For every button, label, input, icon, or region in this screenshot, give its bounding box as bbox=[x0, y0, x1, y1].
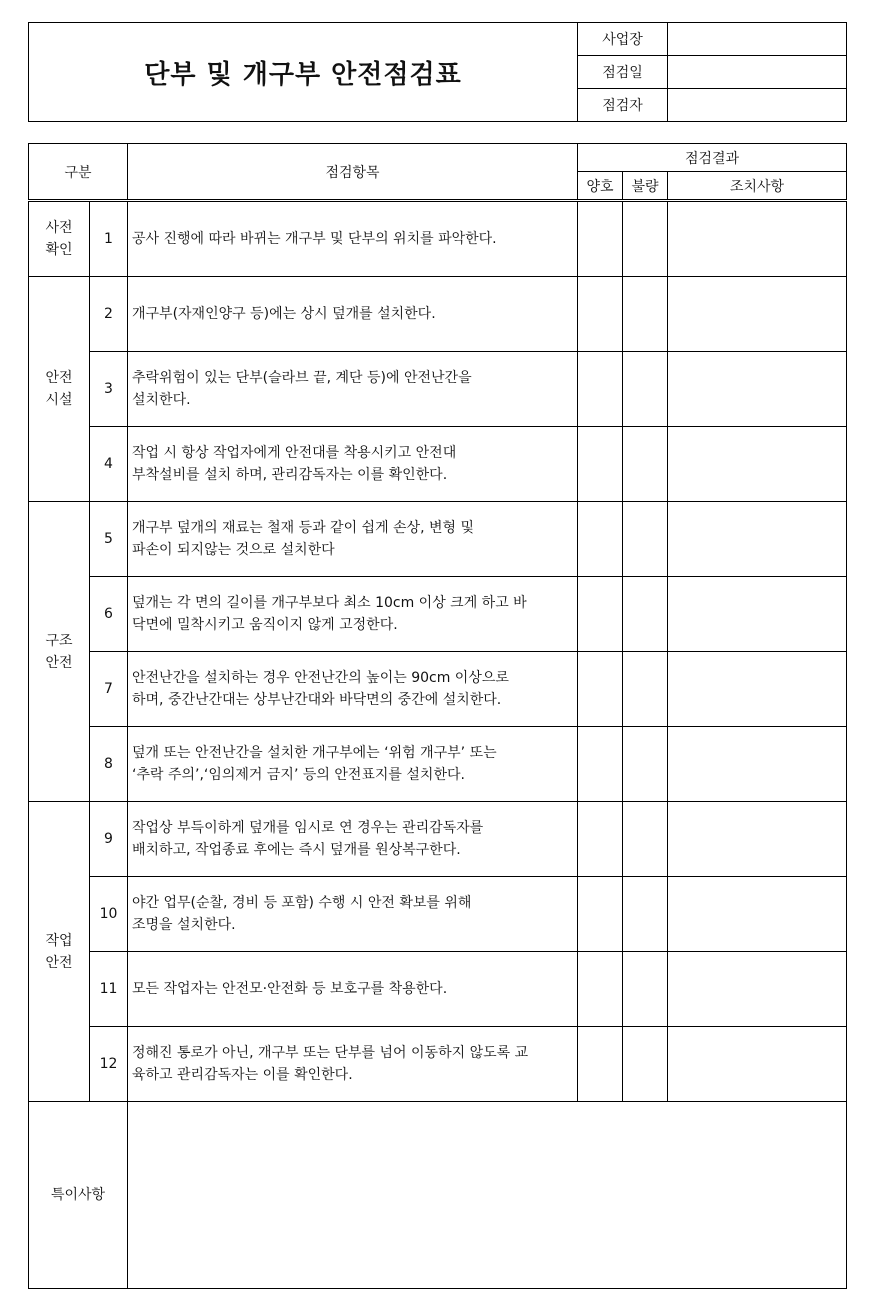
table-row bbox=[29, 877, 847, 952]
item-text: 작업상 부득이하게 덮개를 임시로 연 경우는 관리감독자를 배치하고, 작업종료 후에는 즉시 덮개를 원상복구한다. bbox=[128, 802, 578, 877]
table-row bbox=[29, 1027, 847, 1102]
site-label: 사업장 bbox=[578, 23, 668, 56]
bad-cell[interactable] bbox=[623, 802, 668, 877]
table-row bbox=[29, 502, 847, 577]
remarks-field[interactable] bbox=[128, 1102, 847, 1289]
item-text: 개구부 덮개의 재료는 철재 등과 같이 쉽게 손상, 변형 및 파손이 되지않는 것으로 설치한다 bbox=[128, 502, 578, 577]
bad-cell[interactable] bbox=[623, 652, 668, 727]
bad-cell[interactable] bbox=[623, 277, 668, 352]
remarks-row bbox=[29, 1102, 847, 1289]
table-row bbox=[29, 577, 847, 652]
item-number: 12 bbox=[90, 1027, 128, 1102]
action-cell[interactable] bbox=[668, 502, 847, 577]
group-label: 안전 시설 bbox=[29, 277, 90, 502]
table-row bbox=[29, 802, 847, 877]
items-header: 점검항목 bbox=[128, 144, 578, 201]
item-number: 1 bbox=[90, 201, 128, 277]
checklist-table bbox=[28, 143, 847, 1289]
group-label: 사전 확인 bbox=[29, 201, 90, 277]
bad-cell[interactable] bbox=[623, 427, 668, 502]
action-header: 조치사항 bbox=[668, 172, 847, 201]
item-text: 안전난간을 설치하는 경우 안전난간의 높이는 90cm 이상으로 하며, 중간난간대는 상부난간대와 바닥면의 중간에 설치한다. bbox=[128, 652, 578, 727]
good-header: 양호 bbox=[578, 172, 623, 201]
good-cell[interactable] bbox=[578, 277, 623, 352]
action-cell[interactable] bbox=[668, 877, 847, 952]
bad-cell[interactable] bbox=[623, 577, 668, 652]
remarks-label: 특이사항 bbox=[29, 1102, 128, 1289]
table-row bbox=[29, 427, 847, 502]
header-table bbox=[28, 22, 847, 122]
table-row bbox=[29, 352, 847, 427]
table-row bbox=[29, 201, 847, 277]
bad-cell[interactable] bbox=[623, 727, 668, 802]
inspection-date-field[interactable] bbox=[668, 56, 847, 89]
action-cell[interactable] bbox=[668, 727, 847, 802]
group-label: 구조 안전 bbox=[29, 502, 90, 802]
page-title: 단부 및 개구부 안전점검표 bbox=[29, 23, 578, 122]
bad-cell[interactable] bbox=[623, 952, 668, 1027]
bad-cell[interactable] bbox=[623, 352, 668, 427]
good-cell[interactable] bbox=[578, 201, 623, 277]
item-text: 추락위험이 있는 단부(슬라브 끝, 계단 등)에 안전난간을 설치한다. bbox=[128, 352, 578, 427]
good-cell[interactable] bbox=[578, 1027, 623, 1102]
item-text: 덮개 또는 안전난간을 설치한 개구부에는 ‘위험 개구부’ 또는 ‘추락 주의’,‘임의제거 금지’ 등의 안전표지를 설치한다. bbox=[128, 727, 578, 802]
bad-header: 불량 bbox=[623, 172, 668, 201]
item-number: 7 bbox=[90, 652, 128, 727]
item-text: 작업 시 항상 작업자에게 안전대를 착용시키고 안전대 부착설비를 설치 하며, 관리감독자는 이를 확인한다. bbox=[128, 427, 578, 502]
action-cell[interactable] bbox=[668, 577, 847, 652]
bad-cell[interactable] bbox=[623, 502, 668, 577]
good-cell[interactable] bbox=[578, 577, 623, 652]
table-row bbox=[29, 652, 847, 727]
group-label: 작업 안전 bbox=[29, 802, 90, 1102]
bad-cell[interactable] bbox=[623, 201, 668, 277]
good-cell[interactable] bbox=[578, 352, 623, 427]
good-cell[interactable] bbox=[578, 952, 623, 1027]
good-cell[interactable] bbox=[578, 877, 623, 952]
table-row bbox=[29, 727, 847, 802]
item-number: 5 bbox=[90, 502, 128, 577]
site-field[interactable] bbox=[668, 23, 847, 56]
good-cell[interactable] bbox=[578, 727, 623, 802]
item-number: 3 bbox=[90, 352, 128, 427]
item-text: 모든 작업자는 안전모·안전화 등 보호구를 착용한다. bbox=[128, 952, 578, 1027]
action-cell[interactable] bbox=[668, 352, 847, 427]
action-cell[interactable] bbox=[668, 652, 847, 727]
item-number: 4 bbox=[90, 427, 128, 502]
item-text: 정해진 통로가 아닌, 개구부 또는 단부를 넘어 이동하지 않도록 교 육하고 관리감독자는 이를 확인한다. bbox=[128, 1027, 578, 1102]
good-cell[interactable] bbox=[578, 427, 623, 502]
good-cell[interactable] bbox=[578, 502, 623, 577]
action-cell[interactable] bbox=[668, 201, 847, 277]
action-cell[interactable] bbox=[668, 952, 847, 1027]
inspector-field[interactable] bbox=[668, 89, 847, 122]
item-number: 6 bbox=[90, 577, 128, 652]
category-header: 구분 bbox=[29, 144, 128, 201]
good-cell[interactable] bbox=[578, 802, 623, 877]
action-cell[interactable] bbox=[668, 427, 847, 502]
result-header: 점검결과 bbox=[578, 144, 847, 172]
inspector-label: 점검자 bbox=[578, 89, 668, 122]
item-number: 11 bbox=[90, 952, 128, 1027]
action-cell[interactable] bbox=[668, 1027, 847, 1102]
item-number: 8 bbox=[90, 727, 128, 802]
item-text: 덮개는 각 면의 길이를 개구부보다 최소 10cm 이상 크게 하고 바 닥면에 밀착시키고 움직이지 않게 고정한다. bbox=[128, 577, 578, 652]
item-text: 야간 업무(순찰, 경비 등 포함) 수행 시 안전 확보를 위해 조명을 설치한다. bbox=[128, 877, 578, 952]
table-row bbox=[29, 952, 847, 1027]
item-text: 공사 진행에 따라 바뀌는 개구부 및 단부의 위치를 파악한다. bbox=[128, 201, 578, 277]
item-text: 개구부(자재인양구 등)에는 상시 덮개를 설치한다. bbox=[128, 277, 578, 352]
bad-cell[interactable] bbox=[623, 877, 668, 952]
item-number: 2 bbox=[90, 277, 128, 352]
action-cell[interactable] bbox=[668, 277, 847, 352]
inspection-date-label: 점검일 bbox=[578, 56, 668, 89]
table-row bbox=[29, 277, 847, 352]
good-cell[interactable] bbox=[578, 652, 623, 727]
bad-cell[interactable] bbox=[623, 1027, 668, 1102]
item-number: 9 bbox=[90, 802, 128, 877]
item-number: 10 bbox=[90, 877, 128, 952]
action-cell[interactable] bbox=[668, 802, 847, 877]
